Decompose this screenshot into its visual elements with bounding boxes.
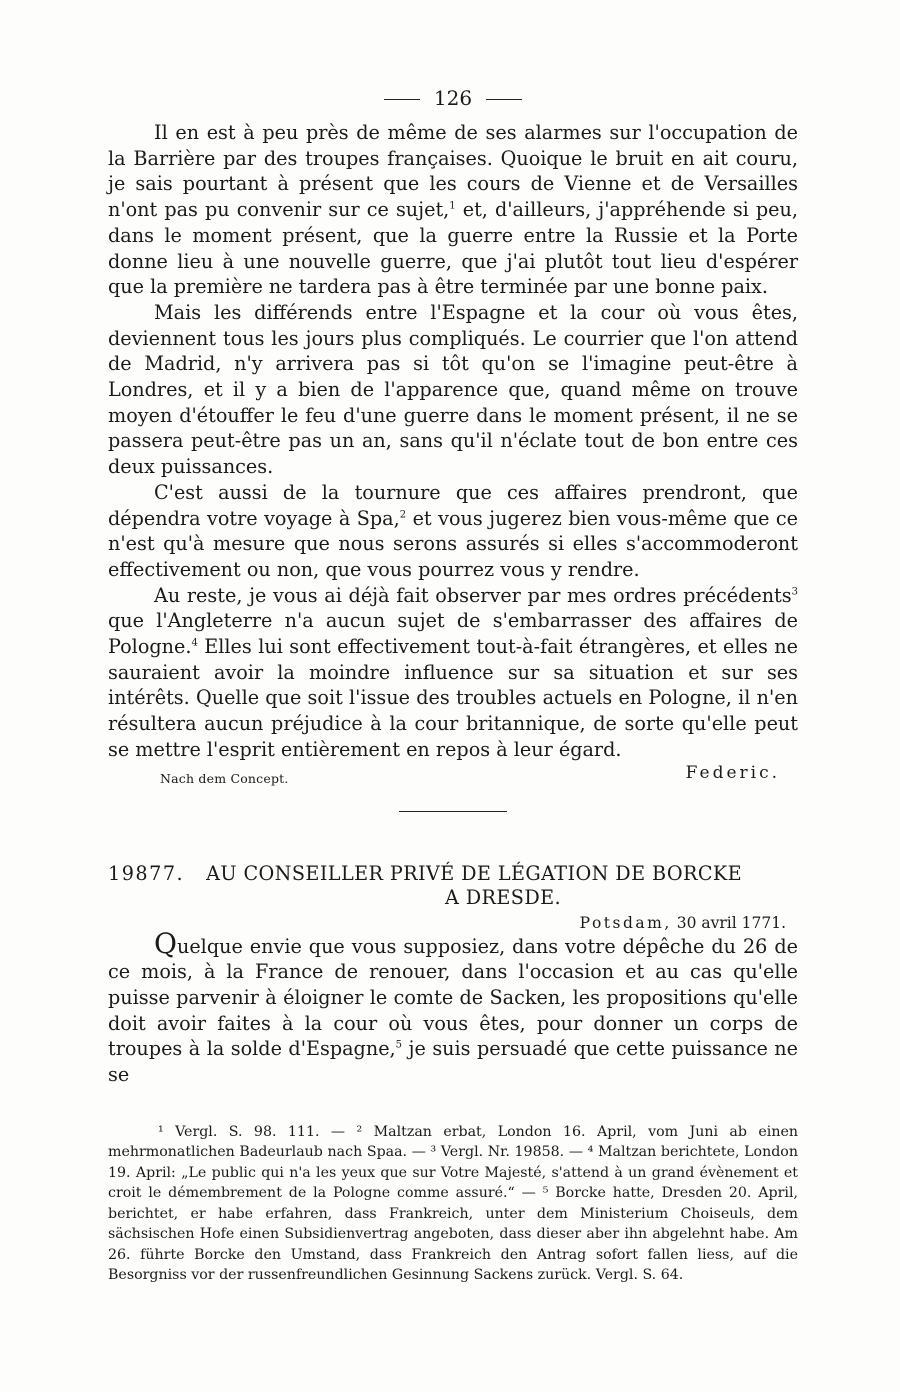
footnote-ref: 2 [399, 509, 407, 521]
place: Potsdam, [579, 913, 672, 932]
letter-title: AU CONSEILLER PRIVÉ DE LÉGATION DE BORCKE [206, 861, 743, 885]
letter-heading [108, 862, 798, 910]
paragraph: Il en est à peu près de même de ses alarmes sur l'occupation de la Barrière par des troupes françaises. Quoique le bruit en ait couru, je sais pourtant à présent que les cours de Vienne et de Versailles n'ont pas pu convenir sur ce sujet,$^1$ et, d'ailleurs, j'appréhende si peu, dans le moment présent, que la guerre entre la Russie et la Porte donne lieu à une nouvelle guerre, que j'ai plutôt tout lieu d'espérer que la première ne tardera pas à être terminée par une bonne paix. [108, 121, 798, 299]
date: 30 avril 1771. [676, 913, 786, 932]
page [108, 80, 798, 1286]
drop-cap: Q [154, 926, 177, 960]
source-note: Nach dem Concept. [160, 770, 289, 786]
divider-right [486, 99, 522, 100]
footnote-ref: 4 [191, 637, 198, 649]
paragraph: Au reste, je vous ai déjà fait observer par mes ordres précédents$^3$ que l'Angleterre n'a aucun sujet de s'embarrasser des affaires de Pologne.$^4$ Elles lui sont effectivement tout-à-fait étrangères, et elles ne sauraient avoir la moindre influence sur sa situation et sur ses intérêts. Quelle que soit l'issue des troubles actuels en Pologne, il n'en résultera aucun préjudice à la cour britannique, de sorte qu'elle peut se mettre l'esprit entièrement en repos à leur égard. [108, 583, 798, 761]
divider-left [384, 99, 420, 100]
letter-body [108, 120, 798, 763]
section-divider [399, 811, 507, 812]
paragraph: Mais les différends entre l'Espagne et la cour où vous êtes, deviennent tous les jours plus compliqués. Le courrier que l'on attend de Madrid, n'y arrivera pas si tôt qu'on se l'imagine peut-être à Londres, et il y a bien de l'apparence que, quand même on trouve moyen d'étouffer le feu d'une guerre dans le moment présent, il ne se passera peut-être pas un an, sans qu'il n'éclate tout de bon entre ces deux puissances. [108, 300, 798, 479]
footnotes-text: ¹ Vergl. S. 98. 111. — ² Maltzan erbat, London 16. April, vom Juni ab einen mehrmonatlichen Badeurlaub nach Spaa. — ³ Vergl. Nr. 19858. — ⁴ Maltzan berichtete, London 19. April: „Le public qui n'a les yeux que sur Votre Majesté, s'attend à un grand évènement et croit le démembrement de la Pologne comme assuré.“ — ⁵ Borcke hatte, Dresden 20. April, berichtet, er habe erfahren, dass Frankreich, unter dem Ministerium Choiseuls, dem sächsischen Hofe einen Subsidienvertrag angeboten, dass dieser aber ihn abgelehnt habe. Am 26. führte Borcke den Umstand, dass Frankreich den Antrag sofort fallen liess, auf die Besorgniss vor der russenfreundlichen Gesinnung Sackens zurück. Vergl. S. 64. [108, 1123, 798, 1284]
signature-block [108, 763, 798, 797]
letter-number: 19877. [108, 861, 185, 885]
footnote-ref: 1 [449, 200, 456, 212]
dateline [108, 912, 798, 934]
footnote-ref: 3 [791, 586, 798, 598]
letter2-body [108, 926, 798, 1088]
signature: Federic. [685, 762, 780, 783]
paragraph: Quelque envie que vous supposiez, dans votre dépêche du 26 de ce mois, à la France de renouer, dans l'occasion et au cas qu'elle puisse parvenir à éloigner le comte de Sacken, les propositions qu'elle doit avoir faites à la cour où vous êtes, pour donner un corps de troupes à la solde d'Espagne,$^5$ je suis persuadé que cette puissance ne se [108, 926, 798, 1087]
paragraph: C'est aussi de la tournure que ces affaires prendront, que dépendra votre voyage à Spa,$^2$ et vous jugerez bien vous-même que ce n'est qu'à mesure que nous serons assurés si elles s'accommoderont effectivement ou non, que vous pourrez vous y rendre. [108, 480, 798, 581]
page-number-line [108, 80, 798, 120]
footnotes [108, 1122, 798, 1286]
footnote-ref: 5 [395, 1040, 403, 1051]
letter-title-line2: A DRESDE. [444, 885, 562, 909]
page-number: 126 [433, 86, 473, 110]
